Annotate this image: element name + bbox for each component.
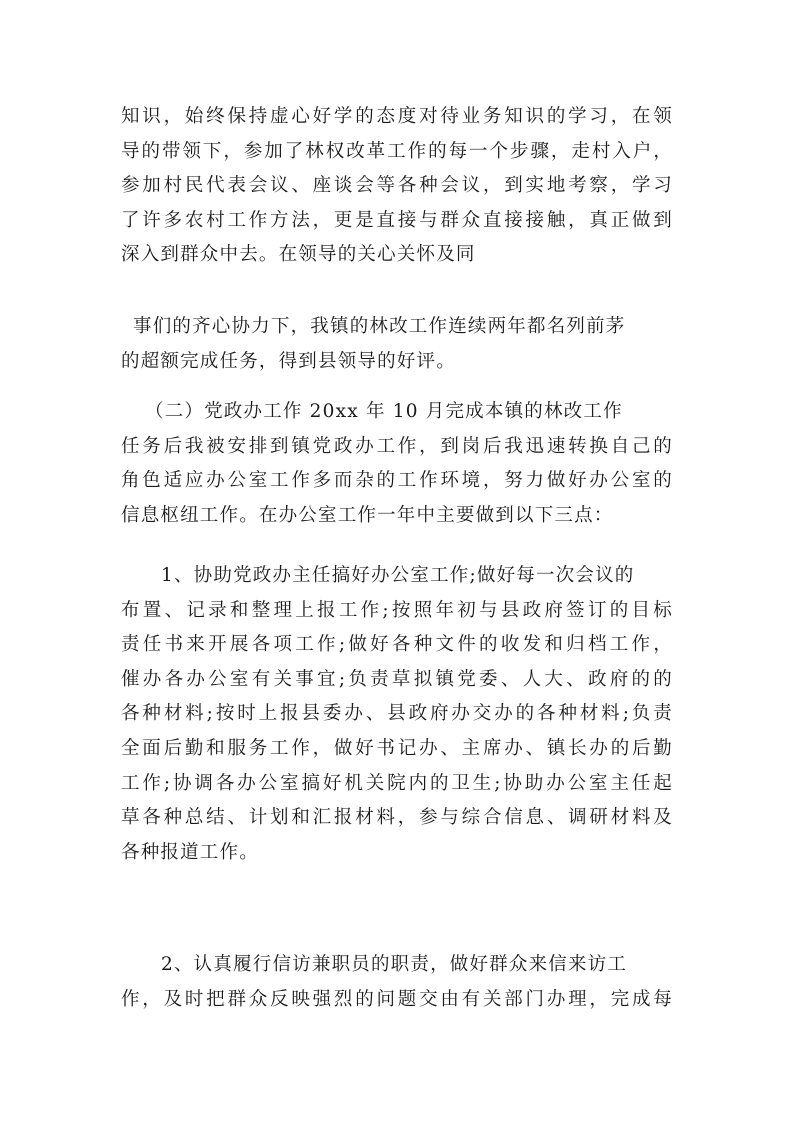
- text-line: 知识，始终保持虚心好学的态度对待业务知识的学习，在领: [121, 106, 673, 127]
- section-heading-line: （二）党政办工作 20xx 年 10 月完成本镇的林改工作: [145, 401, 623, 422]
- text-line: 的超额完成任务，得到县领导的好评。: [121, 350, 456, 372]
- text-line: 全面后勤和服务工作，做好书记办、主席办、镇长办的后勤: [121, 737, 673, 759]
- list-item-line: 2、认真履行信访兼职员的职责，做好群众来信来访工: [161, 954, 628, 975]
- text-line: 任务后我被安排到镇党政办工作，到岗后我迅速转换自己的: [121, 435, 673, 457]
- paragraph-forestry-reform-part2: [121, 310, 673, 379]
- text-line: 导的带领下，参加了林权改革工作的每一个步骤，走村入户，: [121, 140, 673, 162]
- paragraph-point-2: [121, 948, 673, 1017]
- text-line: 各种材料;按时上报县委办、县政府办交办的各种材料;负责: [121, 703, 673, 725]
- paragraph-point-1: [121, 559, 673, 870]
- text-line: 了许多农村工作方法，更是直接与群众直接接触，真正做到: [121, 209, 673, 231]
- text-line: 角色适应办公室工作多而杂的工作环境，努力做好办公室的: [121, 470, 673, 492]
- text-line: 参加村民代表会议、座谈会等各种会议，到实地考察，学习: [121, 175, 673, 197]
- text-line: 作，及时把群众反映强烈的问题交由有关部门办理，完成每: [121, 988, 673, 1010]
- paragraph-party-office: [121, 395, 673, 533]
- text-line: 事们的齐心协力下，我镇的林改工作连续两年都名列前茅: [133, 316, 626, 337]
- paragraph-forestry-reform-part1: [121, 100, 673, 273]
- text-line: 信息枢纽工作。在办公室工作一年中主要做到以下三点：: [121, 504, 614, 526]
- text-line: 布置、记录和整理上报工作;按照年初与县政府签订的目标: [121, 599, 673, 621]
- text-line: 深入到群众中去。在领导的关心关怀及同: [121, 244, 476, 266]
- text-line: 各种报道工作。: [121, 841, 259, 863]
- text-line: 催办各办公室有关事宜;负责草拟镇党委、人大、政府的的: [121, 668, 673, 690]
- text-line: 工作;协调各办公室搞好机关院内的卫生;协助办公室主任起: [121, 772, 673, 794]
- text-line: 责任书来开展各项工作;做好各种文件的收发和归档工作，: [121, 634, 673, 656]
- text-line: 草各种总结、计划和汇报材料，参与综合信息、调研材料及: [121, 807, 673, 829]
- list-item-line: 1、协助党政办主任搞好办公室工作;做好每一次会议的: [161, 565, 635, 586]
